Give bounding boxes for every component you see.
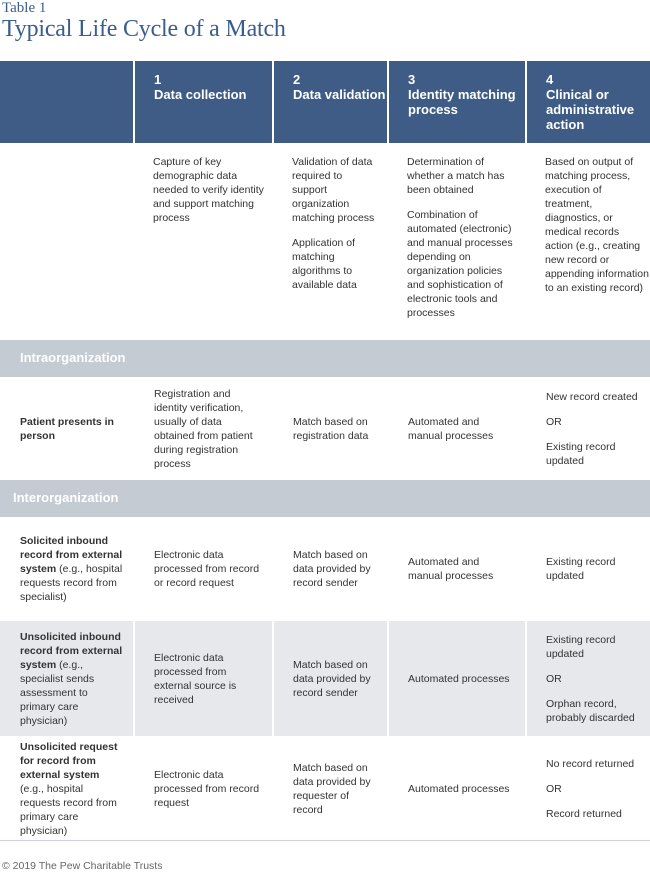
column-label: Data collection [154, 87, 247, 102]
table-cell [135, 377, 272, 480]
description-text: Capture of key demographic data needed to verify identity and support matching process [153, 156, 264, 224]
column-number: 4 [546, 72, 554, 87]
column-label: Data validation [293, 87, 386, 102]
cell-text: Electronic data processed from record or record request [154, 549, 260, 589]
row-header-detail: (e.g., hospital requests record from specialist) [20, 563, 123, 603]
table-cell [274, 517, 387, 621]
row-header-unsolicited-request [0, 736, 133, 841]
row-header-bold: Solicited inbound record from external system [20, 535, 123, 575]
row-header-detail: (e.g., specialist sends assessment to primary care physician) [20, 658, 95, 727]
description-cell-4 [527, 143, 650, 340]
column-label: Clinical or administrative action [546, 87, 635, 132]
cell-text: Match based on data provided by requester of record [293, 761, 371, 816]
copyright-notice: © 2019 The Pew Charitable Trusts [2, 860, 163, 872]
life-cycle-table [0, 61, 650, 841]
cell-text: Existing record updated [546, 556, 616, 582]
cell-text: New record created [546, 390, 638, 403]
cell-text: Automated processes [408, 782, 510, 795]
description-cell-3 [389, 143, 525, 340]
description-cell-2 [274, 143, 387, 340]
row-header-solicited-inbound [0, 517, 133, 621]
table-cell [135, 517, 272, 621]
cell-text: OR [546, 415, 562, 428]
cell-text: Automated and manual processes [408, 556, 494, 582]
table-cell [274, 621, 387, 736]
page-title: Typical Life Cycle of a Match [2, 16, 286, 42]
table-cell [527, 736, 650, 841]
table-cell [389, 621, 525, 736]
column-header-1 [135, 61, 272, 143]
column-header-3 [389, 61, 525, 143]
table-cell [389, 517, 525, 621]
column-header-4 [527, 61, 650, 143]
cell-text: No record returned [546, 757, 635, 770]
section-header-interorganization: Interorganization [0, 480, 650, 517]
cell-text: Automated and manual processes [408, 415, 494, 442]
row-header-unsolicited-inbound [0, 621, 133, 736]
cell-text: Existing record updated [546, 440, 616, 467]
table-cell [389, 377, 525, 480]
column-header-2 [274, 61, 387, 143]
cell-text: OR [546, 782, 562, 795]
column-number: 3 [408, 72, 416, 87]
row-header-bold: Unsolicited inbound record from external system [20, 630, 123, 671]
cell-text: Record returned [546, 807, 622, 820]
cell-text: Match based on registration data [293, 415, 369, 442]
header-corner [0, 61, 133, 143]
description-text: Combination of automated (electronic) and manual processes depending on organization policies and sophistication of electronic tools and processes [407, 209, 513, 319]
table-cell [274, 736, 387, 841]
column-number: 1 [154, 72, 162, 87]
row-header-detail: (e.g., hospital requests record from primary care physician) [20, 782, 117, 837]
row-header-bold: Unsolicited request for record from external system [20, 740, 118, 781]
description-cell-1 [135, 143, 272, 340]
cell-text: Automated processes [408, 672, 510, 685]
description-corner [0, 143, 133, 340]
divider [0, 840, 650, 841]
description-text: Validation of data required to support organization matching process [292, 156, 375, 224]
table-cell [389, 736, 525, 841]
description-text: Determination of whether a match has been obtained [407, 156, 505, 196]
row-header-patient-in-person [0, 377, 133, 480]
cell-text: Electronic data processed from record request [154, 768, 260, 809]
table-cell [274, 377, 387, 480]
cell-text: Electronic data processed from external source is received [154, 651, 237, 706]
cell-text: Match based on data provided by record sender [293, 658, 371, 699]
table-cell [527, 377, 650, 480]
table-label: Table 1 [2, 0, 47, 16]
table-cell [135, 621, 272, 736]
cell-text: Existing record updated [546, 633, 616, 660]
table-cell [527, 517, 650, 621]
table-cell [527, 621, 650, 736]
description-text: Application of matching algorithms to available data [292, 237, 357, 291]
column-label: Identity matching process [408, 87, 516, 117]
table-cell [135, 736, 272, 841]
section-header-intraorganization: Intraorganization [0, 340, 650, 377]
description-text: Based on output of matching process, execution of treatment, diagnostics, or medical records action (e.g., creating new record or appending information to an existing record) [545, 156, 649, 294]
row-header-bold: Patient presents in person [20, 415, 114, 442]
column-number: 2 [293, 72, 301, 87]
cell-text: Match based on data provided by record sender [293, 549, 371, 589]
cell-text: OR [546, 672, 562, 685]
cell-text: Orphan record, probably discarded [546, 697, 635, 724]
cell-text: Registration and identity verification, usually of data obtained from patient during registration process [154, 387, 253, 470]
